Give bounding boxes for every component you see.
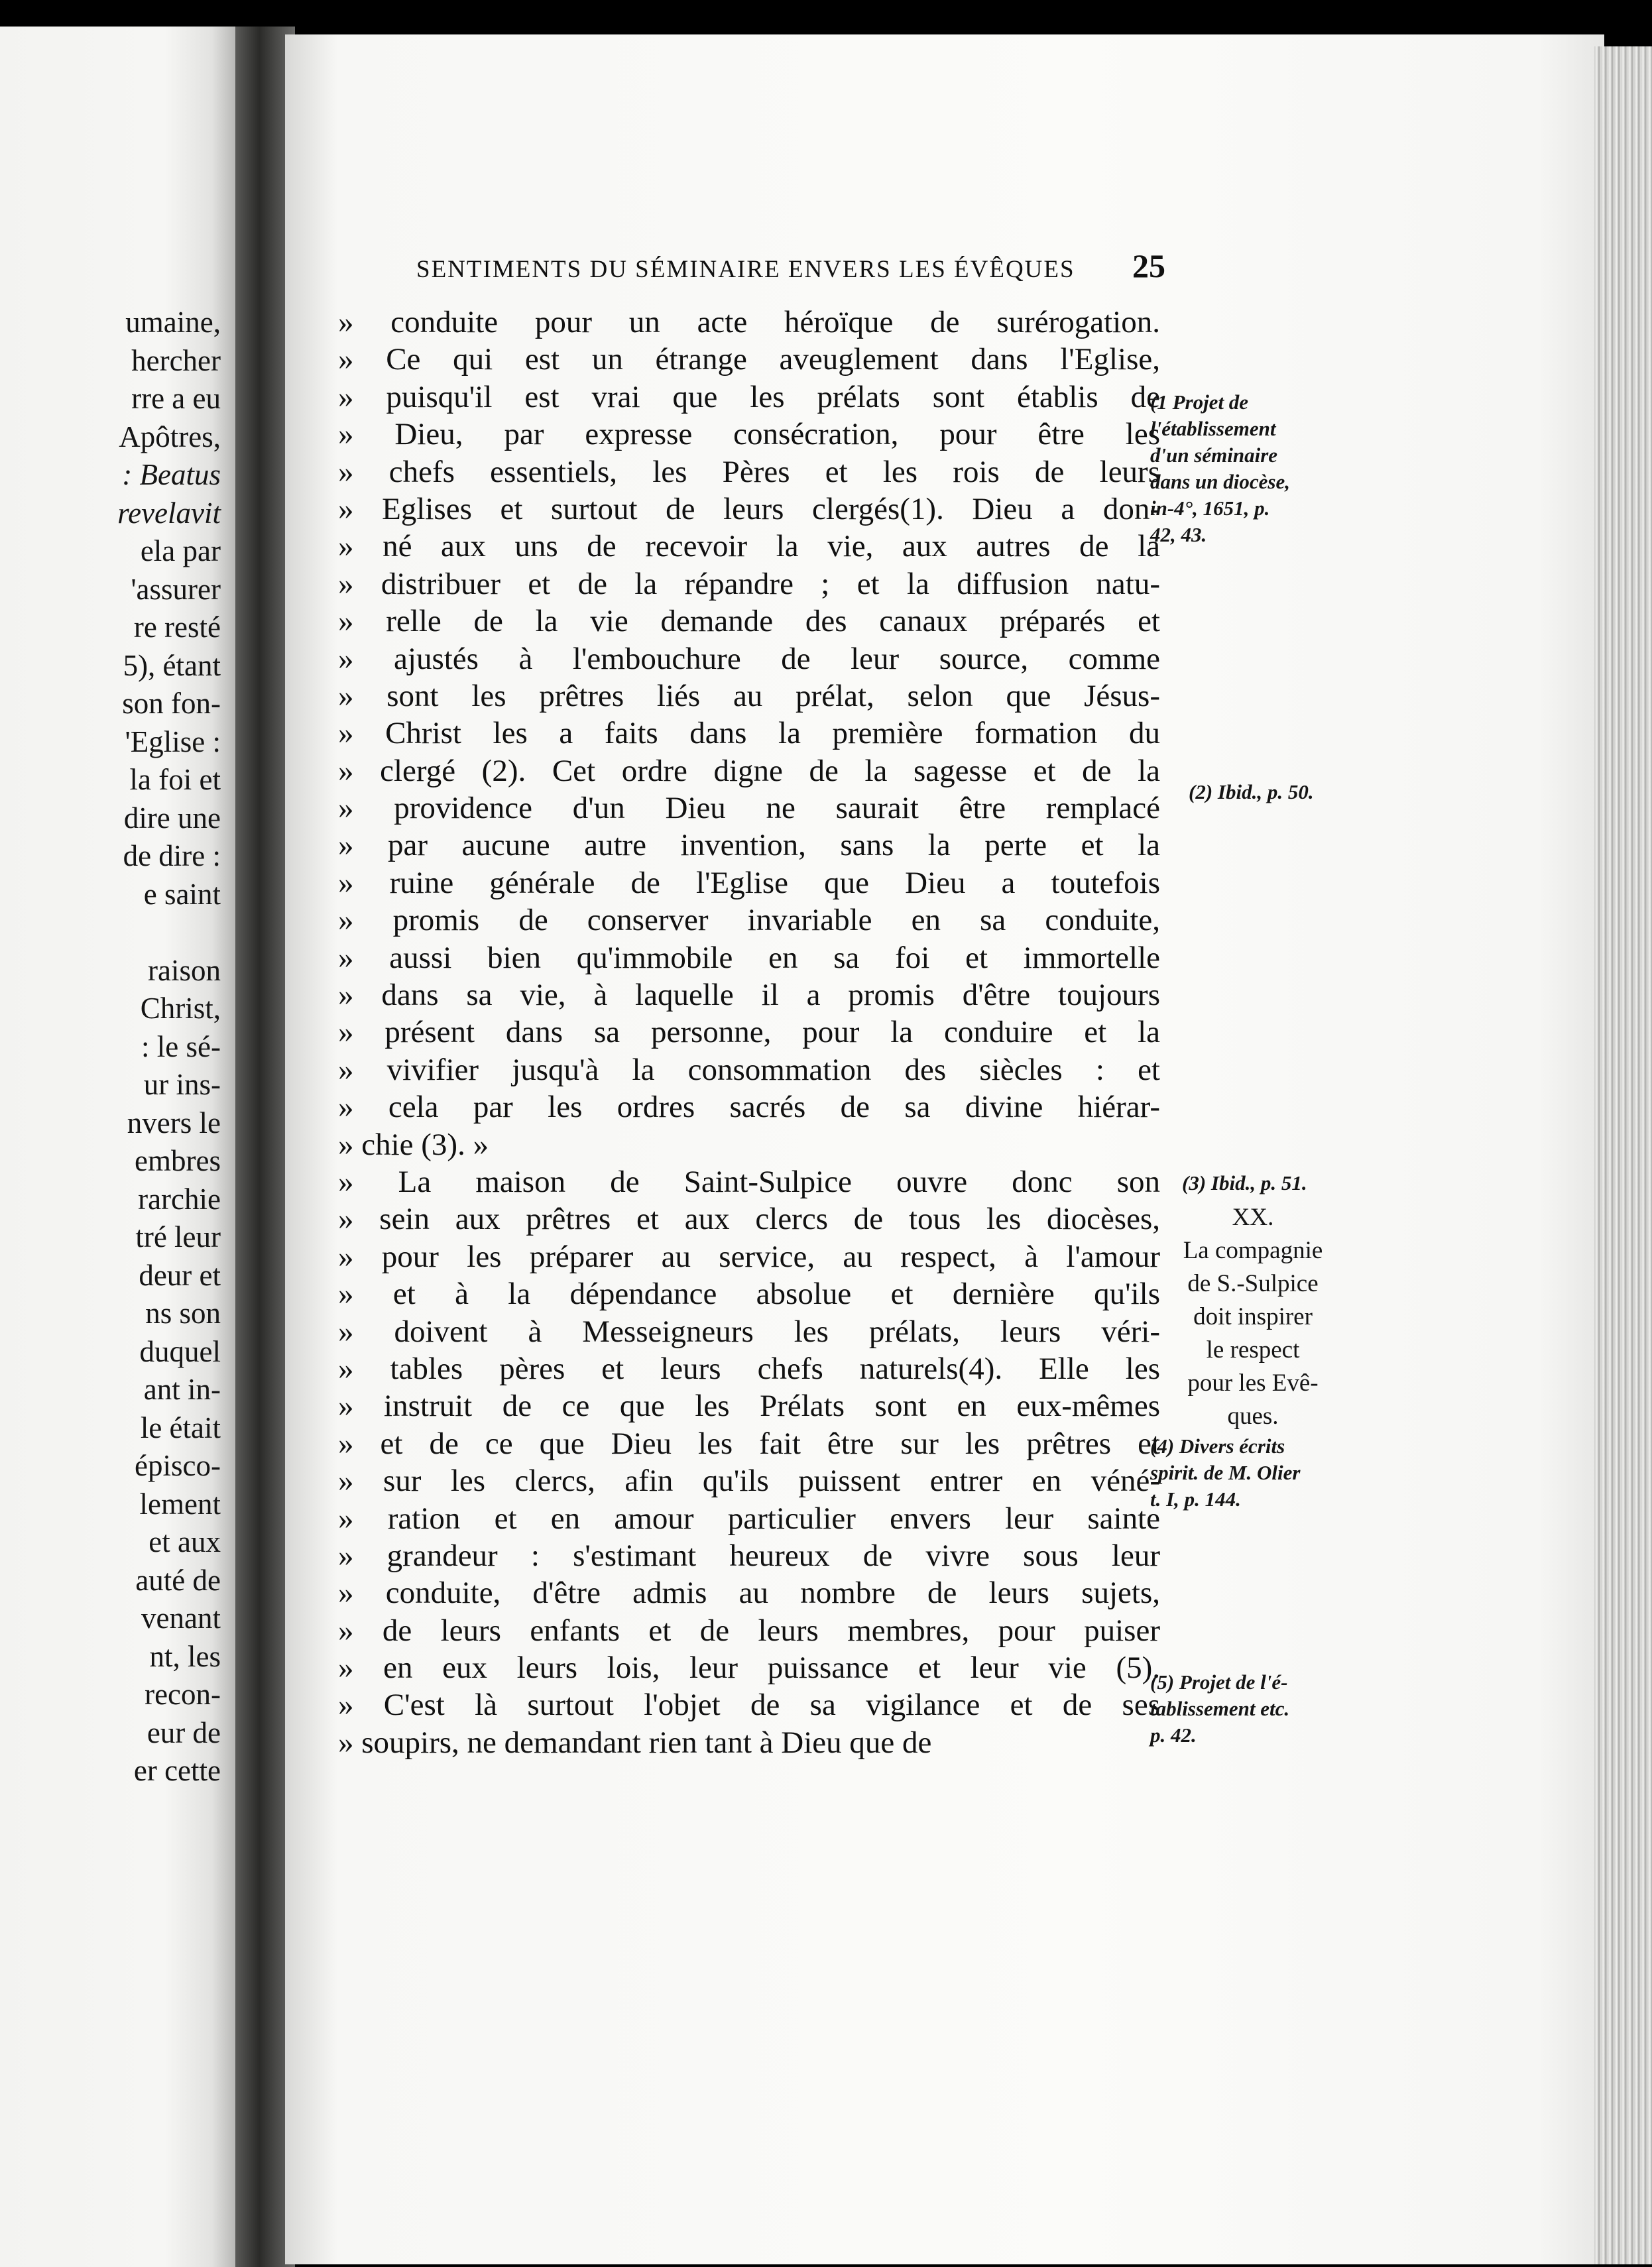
- left-page-line: 'Eglise :: [125, 725, 221, 758]
- margin-note-line: 42, 43.: [1150, 523, 1207, 546]
- margin-note-line: dans un diocèse,: [1150, 470, 1290, 493]
- margin-note-line: (4) Divers écrits: [1150, 1434, 1285, 1458]
- margin-note-line: (5) Projet de l'é-: [1150, 1670, 1288, 1694]
- body-line: » soupirs, ne demandant rien tant à Dieu que de: [338, 1725, 932, 1760]
- body-line: » ajustés à l'embouchure de leur source, comme: [338, 641, 1160, 676]
- body-line: » providence d'un Dieu ne saurait être remplacé: [338, 791, 1160, 826]
- left-page-line: 'assurer: [131, 572, 221, 606]
- body-line: » pour les préparer au service, au respect, à l'amour: [338, 1239, 1160, 1274]
- body-line: » grandeur : s'estimant heureux de vivre sous leur: [338, 1538, 1160, 1573]
- left-page-line: de dire :: [123, 839, 221, 872]
- margin-note-line: pour les Evê-: [1187, 1369, 1319, 1397]
- margin-note-4: [1150, 1433, 1300, 1513]
- left-page-line: rarchie: [138, 1182, 221, 1216]
- body-line: » C'est là surtout l'objet de sa vigilance et de ses: [338, 1688, 1160, 1723]
- margin-note-line: XX.: [1232, 1204, 1274, 1231]
- margin-note-line: d'un séminaire: [1150, 443, 1278, 467]
- left-page-line: Apôtres,: [119, 420, 221, 453]
- body-line: » vivifier jusqu'à la consommation des siècles : et: [338, 1052, 1160, 1087]
- left-page-line: dire une: [123, 801, 221, 835]
- body-line: » par aucune autre invention, sans la perte et la: [338, 828, 1160, 863]
- body-line: » conduite pour un acte héroïque de surérogation.: [338, 305, 1160, 339]
- margin-note-line: (2) Ibid., p. 50.: [1189, 780, 1314, 803]
- left-page-line: duquel: [139, 1334, 221, 1368]
- margin-note-5: [1150, 1669, 1289, 1749]
- left-page-line: hercher: [131, 343, 221, 377]
- left-page-line: lement: [139, 1487, 221, 1521]
- margin-note-line: l'établissement: [1150, 417, 1276, 440]
- left-page-fragment: [0, 27, 235, 2267]
- body-line: » relle de la vie demande des canaux préparés et: [338, 604, 1160, 639]
- left-page-line: venant: [141, 1601, 221, 1635]
- body-line: » Eglises et surtout de leurs clergés(1). Dieu a don-: [338, 491, 1160, 526]
- left-page-line: Christ,: [140, 992, 221, 1025]
- body-line: » né aux uns de recevoir la vie, aux autres de la: [338, 529, 1160, 564]
- page-number: 25: [1132, 247, 1165, 284]
- body-line: » conduite, d'être admis au nombre de leurs sujets,: [338, 1576, 1160, 1611]
- body-line: » cela par les ordres sacrés de sa divine hiérar-: [338, 1090, 1160, 1125]
- body-line: » en eux leurs lois, leur puissance et leur vie (5).: [338, 1651, 1160, 1686]
- margin-note-line: (3) Ibid., p. 51.: [1182, 1171, 1307, 1194]
- left-page-line: er cette: [133, 1754, 221, 1787]
- margin-note-line: t. I, p. 144.: [1150, 1487, 1241, 1511]
- body-line: » La maison de Saint-Sulpice ouvre donc son: [338, 1164, 1160, 1199]
- body-line: » doivent à Messeigneurs les prélats, leurs véri-: [338, 1314, 1160, 1349]
- body-line: » instruit de ce que les Prélats sont en eux-mêmes: [338, 1389, 1160, 1424]
- left-page-line: revelavit: [117, 496, 221, 530]
- left-page-line: deur et: [139, 1258, 221, 1292]
- left-page-line: rre a eu: [131, 382, 221, 415]
- running-head-title: SENTIMENTS DU SÉMINAIRE ENVERS LES ÉVÊQUES: [416, 256, 1075, 283]
- body-line: » Dieu, par expresse consécration, pour être les: [338, 417, 1160, 452]
- margin-note-line: tablissement etc.: [1150, 1697, 1290, 1720]
- left-page-line: recon-: [145, 1678, 221, 1711]
- running-head: [416, 247, 1165, 285]
- body-line: » Ce qui est un étrange aveuglement dans l'Eglise,: [338, 342, 1160, 377]
- body-line: » chie (3). »: [338, 1127, 489, 1162]
- margin-note-line: le respect: [1206, 1336, 1300, 1364]
- margin-note-line: spirit. de M. Olier: [1150, 1461, 1301, 1484]
- left-page-line: raison: [148, 953, 221, 987]
- body-line: » promis de conserver invariable en sa conduite,: [338, 903, 1160, 938]
- left-page-line: ns son: [145, 1297, 221, 1330]
- margin-note-line: ques.: [1227, 1403, 1279, 1430]
- left-page-line: et aux: [148, 1525, 221, 1558]
- left-page-line: la foi et: [129, 763, 221, 796]
- left-page-line: le était: [140, 1411, 221, 1444]
- body-line: » chefs essentiels, les Pères et les rois de leurs: [338, 454, 1160, 489]
- body-line: » dans sa vie, à laquelle il a promis d'être toujours: [338, 978, 1160, 1013]
- left-page-line: eur de: [147, 1715, 221, 1749]
- body-line: » clergé (2). Cet ordre digne de la sagesse et de la: [338, 753, 1160, 788]
- left-page-line: tré leur: [135, 1220, 221, 1253]
- margin-section-heading: [1150, 1201, 1356, 1433]
- margin-note-3: [1182, 1170, 1307, 1196]
- page-edges: [1594, 46, 1652, 2264]
- left-page-line: 5), étant: [123, 648, 221, 682]
- left-page-line: umaine,: [125, 306, 221, 339]
- body-line: » sein aux prêtres et aux clercs de tous les diocèses,: [338, 1202, 1160, 1237]
- body-line: » aussi bien qu'immobile en sa foi et immortelle: [338, 940, 1160, 975]
- left-page-line: son fon-: [122, 687, 221, 720]
- margin-note-2: [1189, 779, 1314, 805]
- margin-note-line: doit inspirer: [1193, 1303, 1313, 1330]
- body-line: » présent dans sa personne, pour la conduire et la: [338, 1015, 1160, 1050]
- body-line: » sont les prêtres liés au prélat, selon que Jésus-: [338, 678, 1160, 713]
- body-line: » puisqu'il est vrai que les prélats sont établis de: [338, 379, 1160, 414]
- body-text: [338, 304, 1160, 1761]
- left-page-line: auté de: [135, 1563, 221, 1597]
- margin-note-line: de S.-Sulpice: [1187, 1270, 1319, 1297]
- margin-note-1: [1150, 389, 1290, 548]
- left-page-line: ant in-: [143, 1373, 221, 1406]
- body-line: » sur les clercs, afin qu'ils puissent entrer en véné-: [338, 1464, 1160, 1499]
- left-page-line: ela par: [140, 534, 221, 567]
- body-line: » et à la dépendance absolue et dernière qu'ils: [338, 1277, 1160, 1312]
- left-page-line: re resté: [133, 610, 221, 644]
- left-page-line: épisco-: [135, 1449, 221, 1482]
- margin-note-line: La compagnie: [1183, 1237, 1323, 1264]
- body-line: » ruine générale de l'Eglise que Dieu a toutefois: [338, 865, 1160, 900]
- body-line: » ration et en amour particulier envers leur sainte: [338, 1501, 1160, 1536]
- body-line: » et de ce que Dieu les fait être sur les prêtres et: [338, 1426, 1160, 1461]
- body-line: » tables pères et leurs chefs naturels(4). Elle les: [338, 1351, 1160, 1386]
- left-page-line: ur ins-: [143, 1068, 221, 1101]
- left-page-line: embres: [135, 1144, 221, 1177]
- left-page-line: e saint: [143, 877, 221, 911]
- left-page-line: : le sé-: [141, 1029, 221, 1063]
- margin-note-line: (1 Projet de: [1150, 390, 1249, 414]
- left-page-line: : Beatus: [122, 458, 221, 491]
- left-page-line: nt, les: [149, 1639, 221, 1673]
- body-line: » de leurs enfants et de leurs membres, pour puiser: [338, 1613, 1160, 1648]
- body-line: » distribuer et de la répandre ; et la diffusion natu-: [338, 566, 1160, 601]
- margin-note-line: in-4°, 1651, p.: [1150, 496, 1270, 520]
- left-page-line: nvers le: [127, 1106, 221, 1139]
- margin-note-line: p. 42.: [1150, 1723, 1197, 1747]
- body-line: » Christ les a faits dans la première formation du: [338, 716, 1160, 751]
